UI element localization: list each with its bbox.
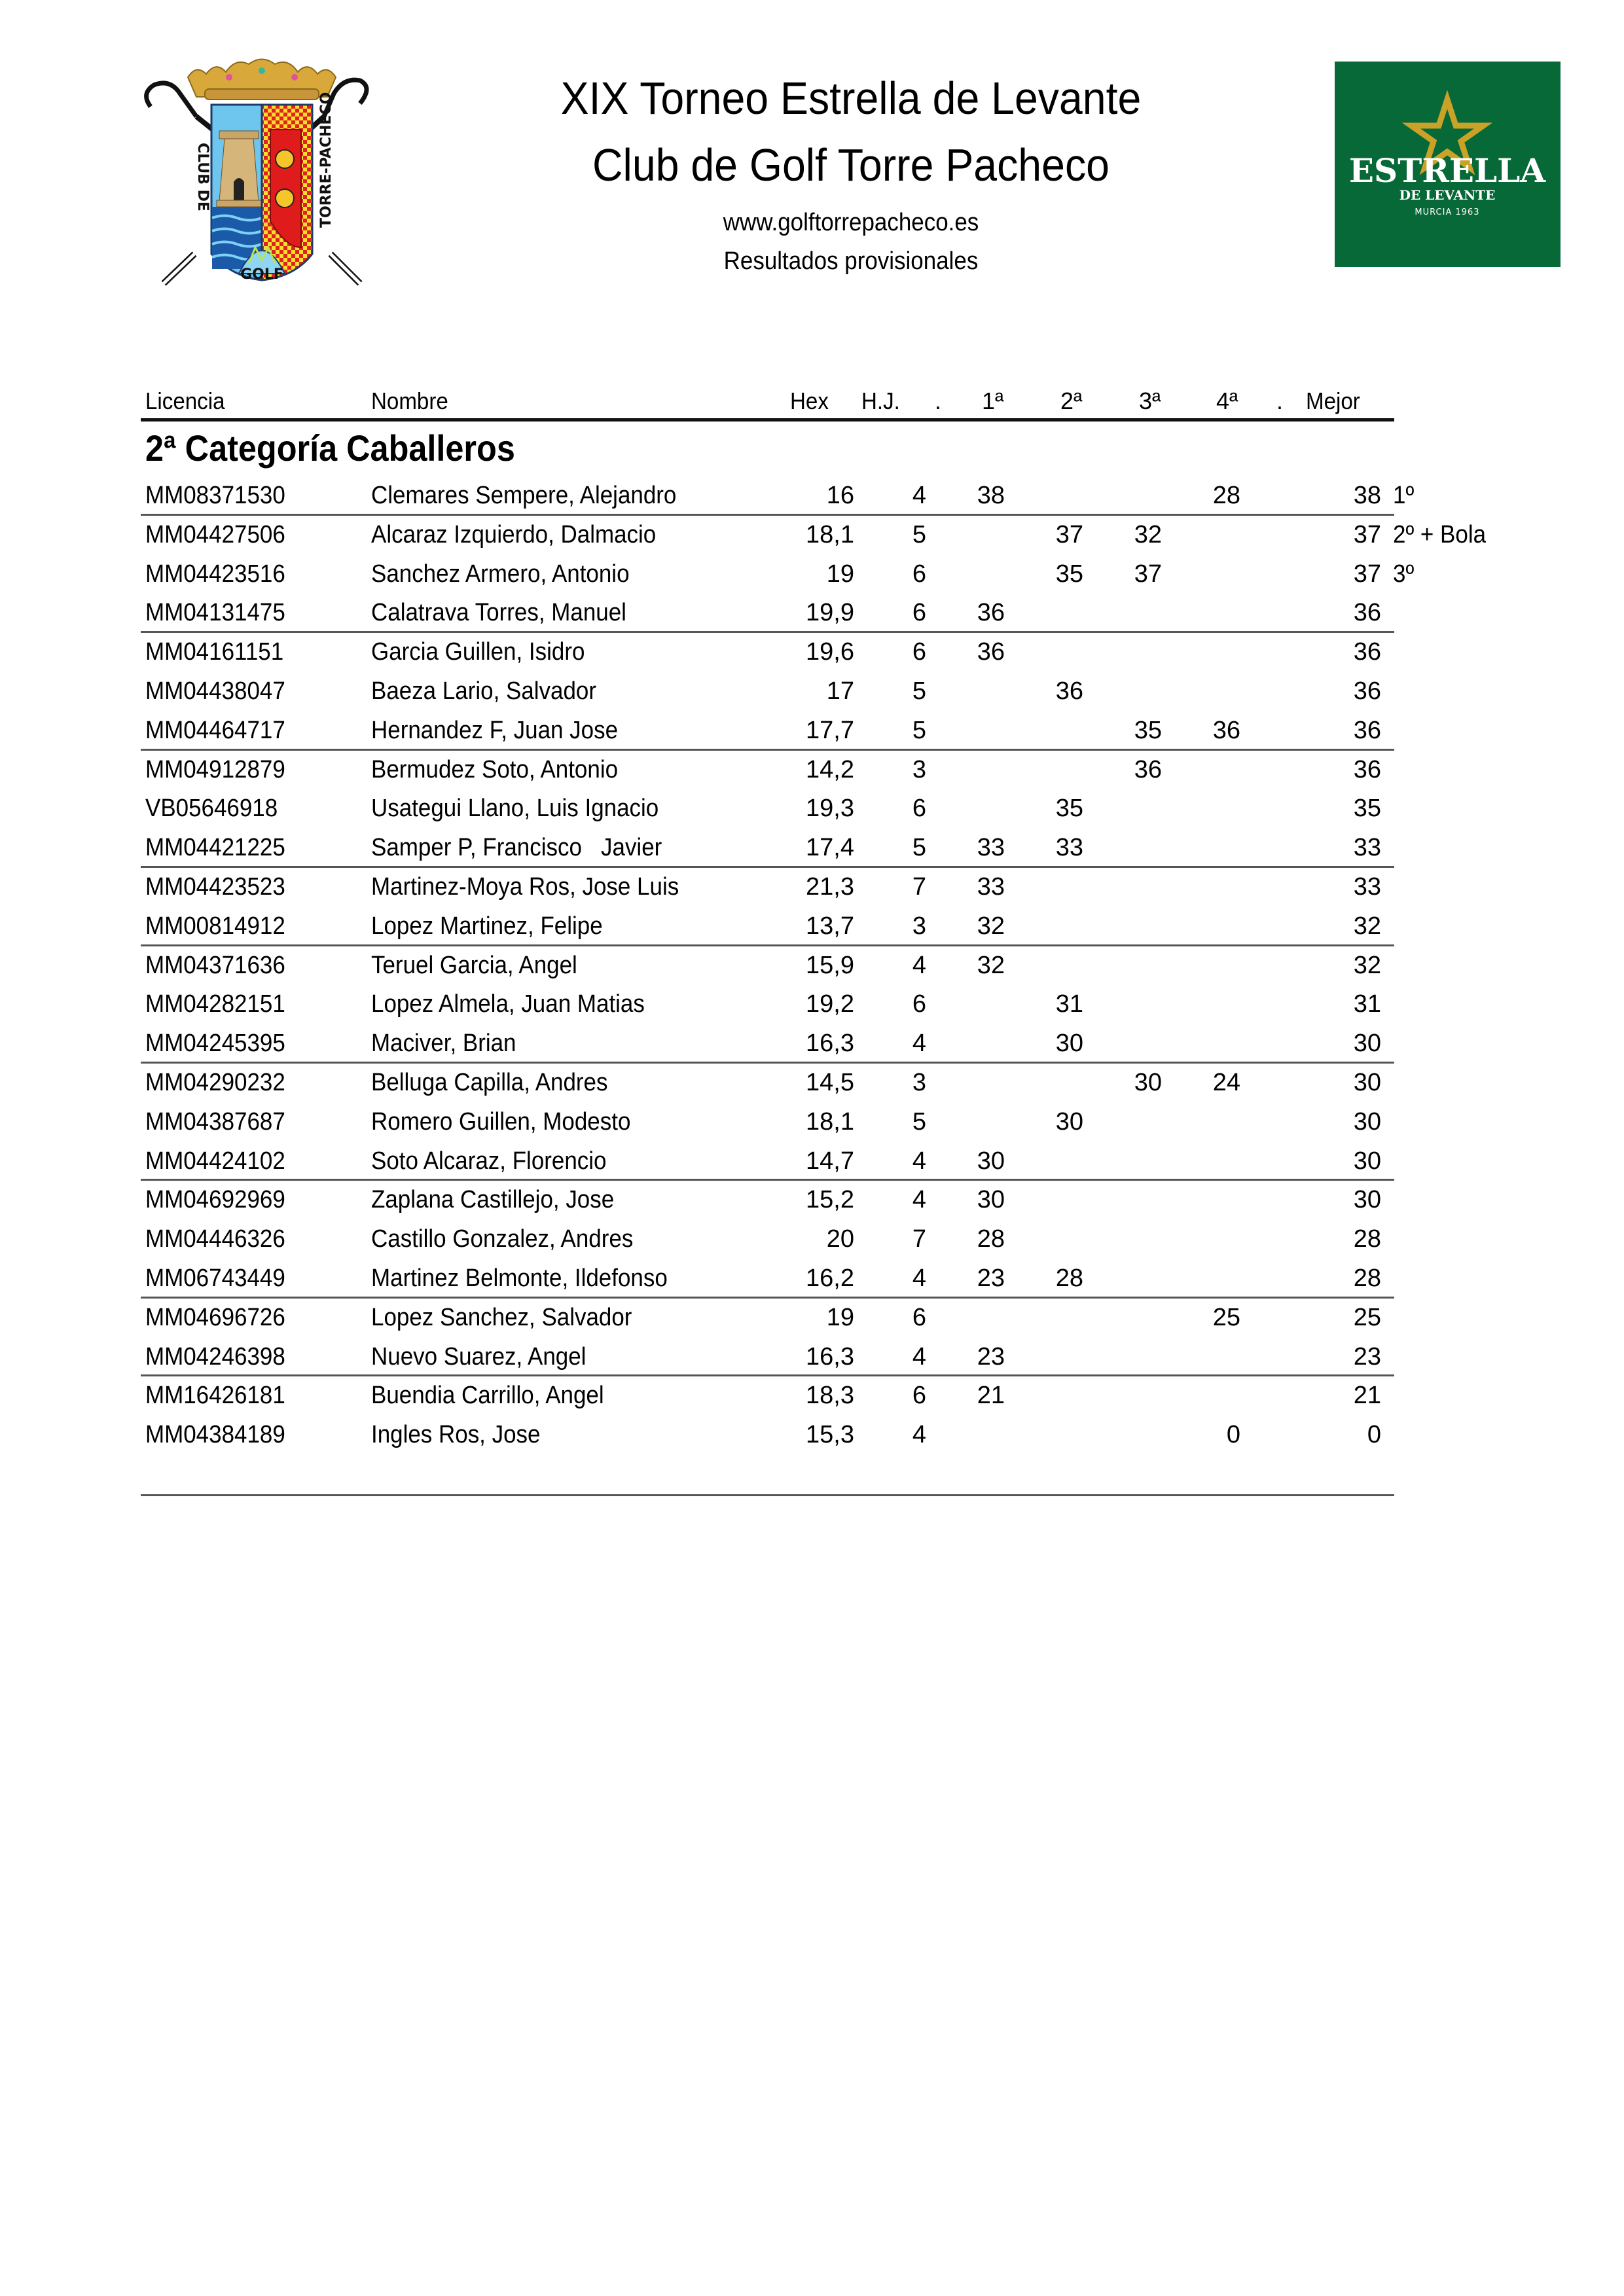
crest-label-right: TORRE-PACHECO bbox=[318, 92, 334, 228]
cell-best: 36 bbox=[1353, 599, 1381, 627]
cell-round-1 bbox=[913, 1415, 1005, 1454]
cell-hex: 17,7 bbox=[806, 716, 854, 744]
cell-best: 28 bbox=[1353, 1225, 1381, 1253]
cell-hex: 15,3 bbox=[806, 1421, 854, 1449]
cell-round-3: 36 bbox=[1134, 755, 1162, 783]
cell-name: Belluga Capilla, Andres bbox=[371, 1069, 608, 1096]
cell-round-4 bbox=[1149, 946, 1240, 985]
table-row bbox=[0, 711, 1624, 750]
cell-hex: 19,3 bbox=[806, 795, 854, 823]
cell-round-2: 31 bbox=[1055, 990, 1083, 1018]
table-row bbox=[0, 984, 1624, 1024]
cell-best: 30 bbox=[1353, 1030, 1381, 1058]
cell-round-4 bbox=[1149, 515, 1240, 554]
cell-best: 32 bbox=[1353, 912, 1381, 940]
cell-round-4 bbox=[1149, 1376, 1240, 1415]
cell-round-1: 32 bbox=[977, 951, 1005, 979]
cell-license: MM04290232 bbox=[145, 1069, 285, 1096]
cell-round-1: 33 bbox=[977, 873, 1005, 901]
row-separator bbox=[141, 1374, 1394, 1376]
cell-round-3 bbox=[1070, 946, 1162, 985]
col-round-1: 1ª bbox=[982, 387, 1004, 414]
cell-hj: 6 bbox=[912, 638, 926, 666]
cell-round-3 bbox=[1070, 789, 1162, 828]
cell-best: 21 bbox=[1353, 1382, 1381, 1410]
cell-round-4 bbox=[1149, 1024, 1240, 1063]
cell-hj: 4 bbox=[912, 1147, 926, 1175]
cell-hex: 19,2 bbox=[806, 990, 854, 1018]
cell-hj: 7 bbox=[912, 873, 926, 901]
cell-round-2: 36 bbox=[1055, 677, 1083, 705]
cell-round-1 bbox=[913, 1063, 1005, 1102]
sponsor-logo bbox=[1335, 62, 1561, 267]
document-header bbox=[458, 65, 1244, 280]
cell-round-2 bbox=[992, 750, 1083, 789]
col-name: Nombre bbox=[371, 387, 448, 414]
cell-round-4 bbox=[1149, 554, 1240, 594]
tournament-title: XIX Torneo Estrella de Levante bbox=[560, 73, 1142, 124]
cell-best: 36 bbox=[1353, 677, 1381, 705]
cell-note: 2º + Bola bbox=[1393, 520, 1487, 548]
cell-name: Castillo Gonzalez, Andres bbox=[371, 1225, 634, 1253]
crest-icon bbox=[134, 58, 389, 290]
cell-hj: 4 bbox=[912, 482, 926, 509]
cell-round-1 bbox=[913, 984, 1005, 1024]
cell-hj: 4 bbox=[912, 1186, 926, 1214]
cell-round-4: 36 bbox=[1212, 716, 1240, 744]
cell-name: Nuevo Suarez, Angel bbox=[371, 1342, 586, 1371]
cell-round-4 bbox=[1149, 789, 1240, 828]
cell-license: MM04696726 bbox=[145, 1303, 285, 1331]
cell-round-4 bbox=[1149, 632, 1240, 672]
table-row bbox=[0, 1376, 1624, 1415]
cell-round-1: 23 bbox=[977, 1265, 1005, 1292]
cell-hj: 3 bbox=[912, 1069, 926, 1096]
cell-hj: 3 bbox=[912, 912, 926, 940]
cell-round-2 bbox=[992, 1298, 1083, 1337]
cell-round-3 bbox=[1070, 1376, 1162, 1415]
cell-round-3 bbox=[1070, 476, 1162, 515]
cell-round-1 bbox=[913, 789, 1005, 828]
cell-round-3 bbox=[1070, 632, 1162, 672]
cell-round-4 bbox=[1149, 1180, 1240, 1219]
cell-license: MM04424102 bbox=[145, 1147, 285, 1175]
table-row bbox=[0, 1415, 1624, 1454]
cell-round-4 bbox=[1149, 750, 1240, 789]
cell-name: Soto Alcaraz, Florencio bbox=[371, 1147, 607, 1175]
cell-round-3: 37 bbox=[1134, 560, 1162, 588]
cell-round-2 bbox=[992, 906, 1083, 946]
cell-round-3: 30 bbox=[1134, 1069, 1162, 1096]
cell-round-2 bbox=[992, 1219, 1083, 1259]
cell-hj: 6 bbox=[912, 795, 926, 823]
cell-license: MM08371530 bbox=[145, 482, 285, 509]
cell-round-1 bbox=[913, 515, 1005, 554]
table-row bbox=[0, 593, 1624, 632]
cell-round-3: 32 bbox=[1134, 520, 1162, 548]
cell-round-3 bbox=[1070, 1337, 1162, 1376]
cell-name: Garcia Guillen, Isidro bbox=[371, 638, 585, 666]
cell-license: MM04131475 bbox=[145, 599, 285, 627]
cell-round-4 bbox=[1149, 867, 1240, 906]
cell-round-2 bbox=[992, 1415, 1083, 1454]
cell-name: Teruel Garcia, Angel bbox=[371, 951, 577, 979]
cell-license: MM04371636 bbox=[145, 951, 285, 979]
cell-license: MM04423516 bbox=[145, 560, 285, 588]
cell-license: MM04387687 bbox=[145, 1107, 285, 1136]
cell-hex: 21,3 bbox=[806, 873, 854, 901]
cell-round-1: 33 bbox=[977, 834, 1005, 862]
cell-hj: 5 bbox=[912, 520, 926, 548]
cell-license: MM04245395 bbox=[145, 1030, 285, 1058]
cell-round-3: 35 bbox=[1134, 716, 1162, 744]
cell-hex: 16,2 bbox=[806, 1265, 854, 1292]
cell-note: 3º bbox=[1393, 560, 1415, 588]
cell-round-1: 36 bbox=[977, 599, 1005, 627]
cell-round-1: 38 bbox=[977, 482, 1005, 509]
cell-hex: 17 bbox=[826, 677, 854, 705]
cell-name: Lopez Sanchez, Salvador bbox=[371, 1303, 632, 1331]
cell-hj: 4 bbox=[912, 1342, 926, 1371]
cell-name: Martinez-Moya Ros, Jose Luis bbox=[371, 873, 679, 901]
cell-hex: 16,3 bbox=[806, 1342, 854, 1371]
cell-round-4 bbox=[1149, 828, 1240, 867]
cell-hex: 16,3 bbox=[806, 1030, 854, 1058]
table-row bbox=[0, 1219, 1624, 1259]
row-separator bbox=[141, 866, 1394, 868]
cell-round-2 bbox=[992, 711, 1083, 750]
cell-name: Zaplana Castillejo, Jose bbox=[371, 1186, 615, 1214]
cell-round-3 bbox=[1070, 1219, 1162, 1259]
cell-round-3 bbox=[1070, 906, 1162, 946]
cell-hj: 3 bbox=[912, 755, 926, 783]
col-dot-1: . bbox=[935, 387, 942, 414]
cell-round-4 bbox=[1149, 1219, 1240, 1259]
category-heading: 2ª Categoría Caballeros bbox=[145, 427, 515, 469]
cell-hex: 17,4 bbox=[806, 834, 854, 862]
cell-hex: 20 bbox=[826, 1225, 854, 1253]
cell-hj: 4 bbox=[912, 1265, 926, 1292]
cell-license: MM04912879 bbox=[145, 755, 285, 783]
cell-hex: 18,3 bbox=[806, 1382, 854, 1410]
col-hex: Hex bbox=[790, 387, 829, 414]
cell-name: Lopez Almela, Juan Matias bbox=[371, 990, 645, 1018]
cell-name: Hernandez F, Juan Jose bbox=[371, 716, 619, 744]
cell-best: 0 bbox=[1367, 1421, 1381, 1449]
cell-name: Maciver, Brian bbox=[371, 1030, 516, 1058]
cell-name: Clemares Sempere, Alejandro bbox=[371, 482, 677, 509]
cell-license: MM16426181 bbox=[145, 1382, 285, 1410]
table-row bbox=[0, 789, 1624, 828]
cell-round-2: 35 bbox=[1055, 560, 1083, 588]
cell-name: Romero Guillen, Modesto bbox=[371, 1107, 631, 1136]
row-separator bbox=[141, 1062, 1394, 1064]
cell-name: Buendia Carrillo, Angel bbox=[371, 1382, 604, 1410]
cell-hex: 19 bbox=[826, 560, 854, 588]
cell-round-1: 28 bbox=[977, 1225, 1005, 1253]
cell-license: MM04161151 bbox=[145, 638, 284, 666]
cell-best: 32 bbox=[1353, 951, 1381, 979]
cell-round-4 bbox=[1149, 593, 1240, 632]
cell-hex: 19,6 bbox=[806, 638, 854, 666]
cell-round-2: 30 bbox=[1055, 1030, 1083, 1058]
cell-round-4 bbox=[1149, 1337, 1240, 1376]
row-separator bbox=[141, 631, 1394, 633]
table-row bbox=[0, 1337, 1624, 1376]
cell-round-1 bbox=[913, 750, 1005, 789]
cell-license: MM04692969 bbox=[145, 1186, 285, 1214]
cell-round-4 bbox=[1149, 1141, 1240, 1181]
cell-license: MM04464717 bbox=[145, 716, 285, 744]
cell-name: Calatrava Torres, Manuel bbox=[371, 599, 626, 627]
cell-round-1: 30 bbox=[977, 1147, 1005, 1175]
website-link[interactable]: www.golftorrepacheco.es bbox=[723, 209, 979, 236]
cell-hex: 19 bbox=[826, 1303, 854, 1331]
col-best: Mejor bbox=[1306, 387, 1360, 414]
cell-round-3 bbox=[1070, 1415, 1162, 1454]
cell-round-2: 35 bbox=[1055, 795, 1083, 823]
cell-hex: 14,2 bbox=[806, 755, 854, 783]
cell-hex: 14,7 bbox=[806, 1147, 854, 1175]
cell-license: VB05646918 bbox=[145, 795, 278, 823]
cell-round-1 bbox=[913, 1102, 1005, 1141]
cell-hj: 6 bbox=[912, 990, 926, 1018]
cell-round-2: 33 bbox=[1055, 834, 1083, 862]
cell-hex: 15,9 bbox=[806, 951, 854, 979]
col-round-3: 3ª bbox=[1139, 387, 1161, 414]
cell-round-4: 24 bbox=[1212, 1069, 1240, 1096]
cell-hj: 5 bbox=[912, 834, 926, 862]
table-row bbox=[0, 750, 1624, 789]
sponsor-sub: DE LEVANTE bbox=[1399, 187, 1496, 203]
cell-best: 25 bbox=[1353, 1303, 1381, 1331]
col-round-4: 4ª bbox=[1216, 387, 1238, 414]
cell-license: MM04246398 bbox=[145, 1342, 285, 1371]
cell-hj: 6 bbox=[912, 599, 926, 627]
cell-license: MM04423523 bbox=[145, 873, 285, 901]
table-row bbox=[0, 1180, 1624, 1219]
cell-round-4 bbox=[1149, 906, 1240, 946]
cell-best: 33 bbox=[1353, 834, 1381, 862]
row-separator bbox=[141, 749, 1394, 751]
cell-hj: 4 bbox=[912, 951, 926, 979]
cell-round-2 bbox=[992, 1376, 1083, 1415]
row-separator bbox=[141, 1179, 1394, 1181]
cell-round-1: 23 bbox=[977, 1342, 1005, 1371]
row-separator bbox=[141, 514, 1394, 516]
cell-hj: 6 bbox=[912, 1303, 926, 1331]
cell-name: Samper P, Francisco Javier bbox=[371, 834, 662, 862]
table-row bbox=[0, 906, 1624, 946]
cell-best: 37 bbox=[1353, 560, 1381, 588]
header-divider bbox=[141, 418, 1394, 422]
cell-name: Alcaraz Izquierdo, Dalmacio bbox=[371, 520, 657, 548]
table-row bbox=[0, 632, 1624, 672]
table-row bbox=[0, 1259, 1624, 1298]
col-license: Licencia bbox=[145, 387, 225, 414]
cell-hj: 5 bbox=[912, 677, 926, 705]
cell-round-4: 28 bbox=[1212, 482, 1240, 509]
cell-hex: 18,1 bbox=[806, 1107, 854, 1136]
cell-round-2 bbox=[992, 632, 1083, 672]
cell-round-2 bbox=[992, 1180, 1083, 1219]
club-title: Club de Golf Torre Pacheco bbox=[592, 139, 1110, 190]
cell-round-4 bbox=[1149, 1102, 1240, 1141]
cell-round-1: 36 bbox=[977, 638, 1005, 666]
cell-hex: 16 bbox=[826, 482, 854, 509]
cell-round-3 bbox=[1070, 1180, 1162, 1219]
cell-hex: 14,5 bbox=[806, 1069, 854, 1096]
cell-hex: 19,9 bbox=[806, 599, 854, 627]
table-row bbox=[0, 1141, 1624, 1181]
cell-round-3 bbox=[1070, 593, 1162, 632]
cell-license: MM04282151 bbox=[145, 990, 285, 1018]
cell-round-3 bbox=[1070, 1298, 1162, 1337]
cell-round-3 bbox=[1070, 984, 1162, 1024]
cell-round-2 bbox=[992, 1141, 1083, 1181]
crest-label-bottom: GOLF bbox=[240, 266, 283, 283]
cell-best: 36 bbox=[1353, 716, 1381, 744]
cell-best: 37 bbox=[1353, 520, 1381, 548]
cell-round-2 bbox=[992, 1337, 1083, 1376]
crest-label-left: CLUB DE bbox=[194, 143, 211, 211]
cell-round-3 bbox=[1070, 1259, 1162, 1298]
cell-license: MM00814912 bbox=[145, 912, 285, 940]
cell-hj: 5 bbox=[912, 716, 926, 744]
table-row bbox=[0, 1102, 1624, 1141]
cell-license: MM04384189 bbox=[145, 1421, 285, 1449]
cell-best: 30 bbox=[1353, 1069, 1381, 1096]
row-separator bbox=[141, 1297, 1394, 1299]
cell-best: 36 bbox=[1353, 638, 1381, 666]
cell-license: MM04438047 bbox=[145, 677, 285, 705]
cell-license: MM04427506 bbox=[145, 520, 285, 548]
table-row bbox=[0, 828, 1624, 867]
sponsor-brand: ESTRELLA bbox=[1348, 151, 1546, 190]
cell-round-3 bbox=[1070, 867, 1162, 906]
cell-license: MM04421225 bbox=[145, 834, 285, 862]
table-row bbox=[0, 946, 1624, 985]
cell-license: MM06743449 bbox=[145, 1265, 285, 1292]
cell-best: 31 bbox=[1353, 990, 1381, 1018]
cell-round-1 bbox=[913, 711, 1005, 750]
cell-round-4 bbox=[1149, 672, 1240, 711]
cell-round-3 bbox=[1070, 1102, 1162, 1141]
cell-name: Sanchez Armero, Antonio bbox=[371, 560, 630, 588]
cell-best: 28 bbox=[1353, 1265, 1381, 1292]
cell-note: 1º bbox=[1393, 482, 1415, 509]
cell-hex: 15,2 bbox=[806, 1186, 854, 1214]
cell-round-2 bbox=[992, 476, 1083, 515]
table-row bbox=[0, 476, 1624, 515]
table-row bbox=[0, 1024, 1624, 1063]
cell-best: 23 bbox=[1353, 1342, 1381, 1371]
cell-hj: 5 bbox=[912, 1107, 926, 1136]
sponsor-tagline: MURCIA 1963 bbox=[1415, 207, 1480, 217]
cell-round-3 bbox=[1070, 672, 1162, 711]
cell-round-2 bbox=[992, 946, 1083, 985]
cell-best: 30 bbox=[1353, 1107, 1381, 1136]
cell-name: Ingles Ros, Jose bbox=[371, 1421, 541, 1449]
cell-round-2: 30 bbox=[1055, 1107, 1083, 1136]
cell-round-2 bbox=[992, 1063, 1083, 1102]
col-hj: H.J. bbox=[861, 387, 900, 414]
table-row bbox=[0, 1063, 1624, 1102]
cell-round-2: 28 bbox=[1055, 1265, 1083, 1292]
cell-round-4 bbox=[1149, 1259, 1240, 1298]
row-separator bbox=[141, 944, 1394, 946]
cell-hj: 4 bbox=[912, 1421, 926, 1449]
cell-round-1 bbox=[913, 1298, 1005, 1337]
cell-round-1 bbox=[913, 672, 1005, 711]
cell-best: 33 bbox=[1353, 873, 1381, 901]
cell-best: 38 bbox=[1353, 482, 1381, 509]
cell-hj: 4 bbox=[912, 1030, 926, 1058]
results-status: Resultados provisionales bbox=[723, 247, 979, 275]
cell-hj: 6 bbox=[912, 560, 926, 588]
cell-round-2 bbox=[992, 593, 1083, 632]
cell-round-4: 0 bbox=[1226, 1421, 1240, 1449]
cell-hj: 7 bbox=[912, 1225, 926, 1253]
cell-round-4 bbox=[1149, 984, 1240, 1024]
cell-license: MM04446326 bbox=[145, 1225, 285, 1253]
cell-round-3 bbox=[1070, 1141, 1162, 1181]
cell-name: Bermudez Soto, Antonio bbox=[371, 755, 619, 783]
cell-best: 30 bbox=[1353, 1186, 1381, 1214]
col-round-2: 2ª bbox=[1060, 387, 1083, 414]
table-row bbox=[0, 672, 1624, 711]
cell-round-1: 30 bbox=[977, 1186, 1005, 1214]
table-row bbox=[0, 1298, 1624, 1337]
cell-round-1 bbox=[913, 554, 1005, 594]
cell-best: 35 bbox=[1353, 795, 1381, 823]
cell-best: 36 bbox=[1353, 755, 1381, 783]
table-row bbox=[0, 867, 1624, 906]
table-row bbox=[0, 515, 1624, 554]
cell-round-3 bbox=[1070, 1024, 1162, 1063]
club-crest-logo bbox=[134, 58, 389, 290]
cell-name: Martinez Belmonte, Ildefonso bbox=[371, 1265, 668, 1292]
cell-round-2: 37 bbox=[1055, 520, 1083, 548]
cell-round-1: 21 bbox=[977, 1382, 1005, 1410]
cell-name: Lopez Martinez, Felipe bbox=[371, 912, 603, 940]
cell-hj: 6 bbox=[912, 1382, 926, 1410]
cell-name: Baeza Lario, Salvador bbox=[371, 677, 596, 705]
cell-best: 30 bbox=[1353, 1147, 1381, 1175]
cell-hex: 13,7 bbox=[806, 912, 854, 940]
table-row bbox=[0, 554, 1624, 594]
cell-round-4: 25 bbox=[1212, 1303, 1240, 1331]
col-dot-2: . bbox=[1276, 387, 1284, 414]
cell-name: Usategui Llano, Luis Ignacio bbox=[371, 795, 659, 823]
cell-round-2 bbox=[992, 867, 1083, 906]
cell-round-1: 32 bbox=[977, 912, 1005, 940]
cell-round-3 bbox=[1070, 828, 1162, 867]
table-bottom-divider bbox=[141, 1494, 1394, 1496]
cell-hex: 18,1 bbox=[806, 520, 854, 548]
cell-round-1 bbox=[913, 1024, 1005, 1063]
